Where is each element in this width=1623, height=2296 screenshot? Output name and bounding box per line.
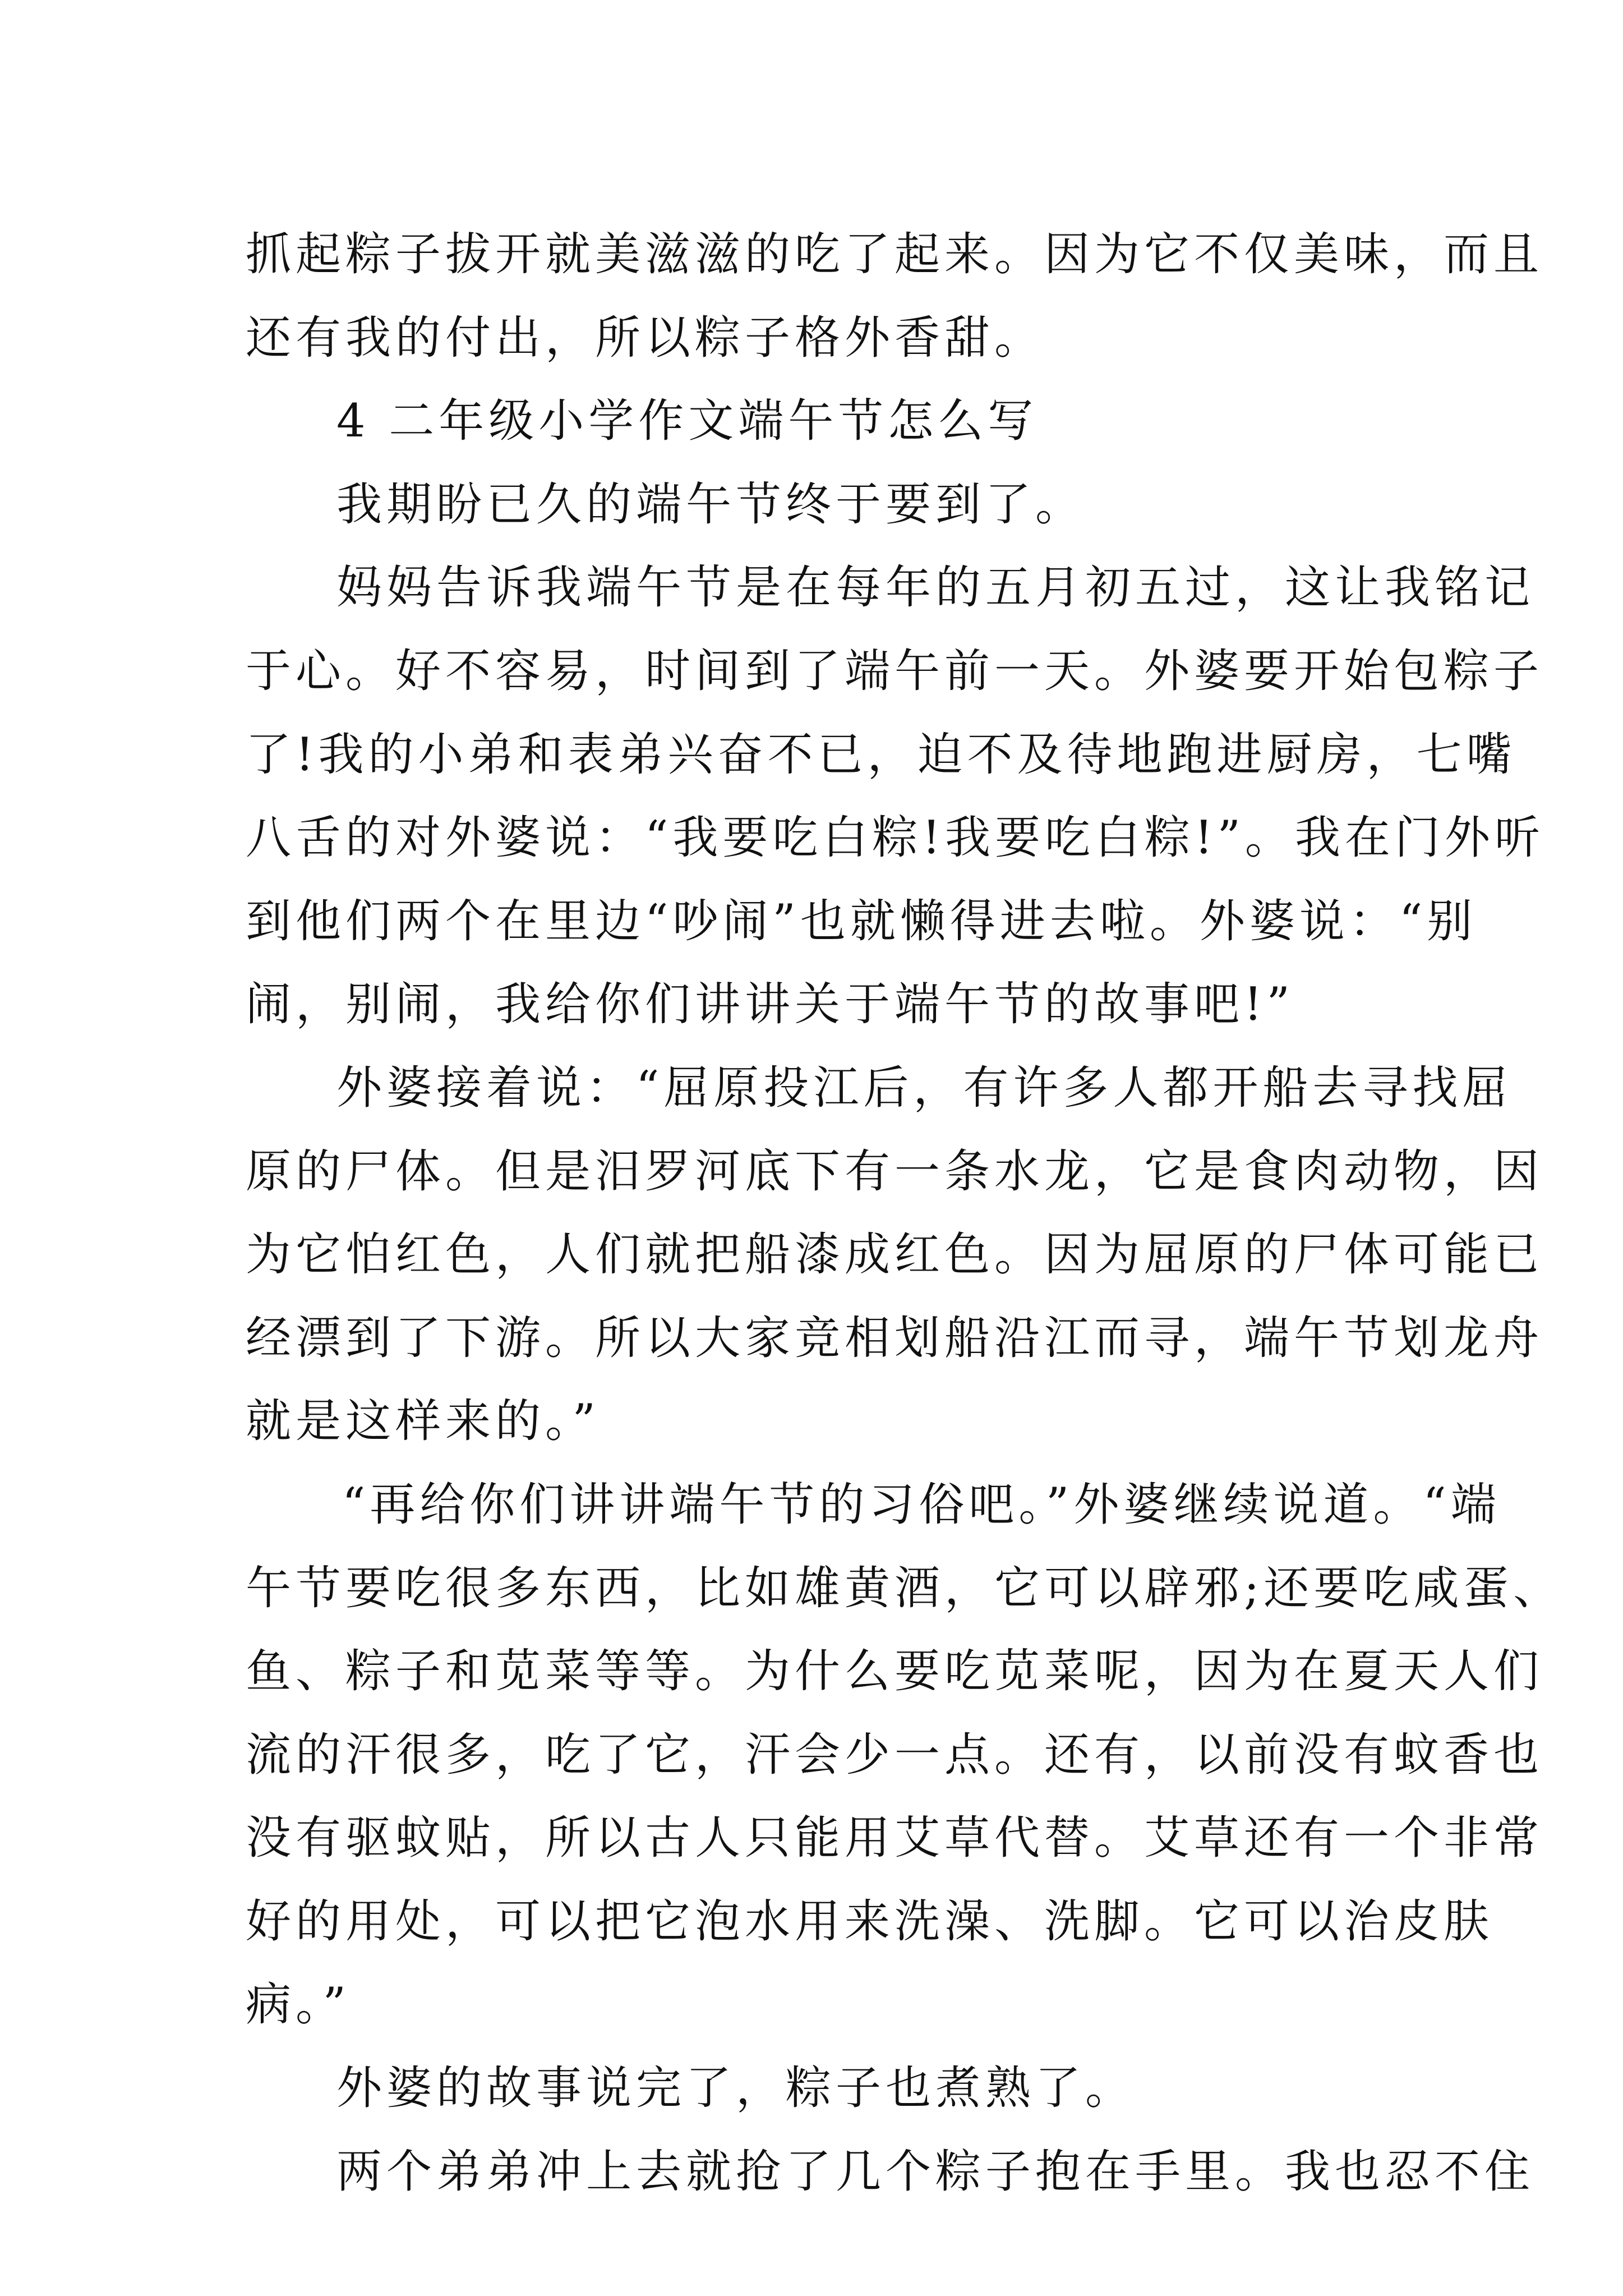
text-line: 好的用处，可以把它泡水用来洗澡、洗脚。它可以治皮肤 <box>246 1895 1494 1948</box>
text-line: 外婆接着说：“屈原投江后，有许多人都开船去寻找屈 <box>336 1061 1513 1115</box>
text-line: 外婆的故事说完了，粽子也煮熟了。 <box>336 2062 1136 2115</box>
text-line: 两个弟弟冲上去就抢了几个粽子抱在手里。我也忍不住 <box>336 2145 1535 2198</box>
text-line: 抓起粽子拔开就美滋滋的吃了起来。因为它不仅美味，而且 <box>246 228 1544 281</box>
text-line: 我期盼已久的端午节终于要到了。 <box>336 478 1086 531</box>
text-line: 为它怕红色，人们就把船漆成红色。因为屈原的尸体可能已 <box>246 1228 1544 1282</box>
text-line: 于心。好不容易，时间到了端午前一天。外婆要开始包粽子 <box>246 645 1544 698</box>
text-line: 闹，别闹，我给你们讲讲关于端午节的故事吧!” <box>246 978 1294 1032</box>
text-line: 还有我的付出，所以粽子格外香甜。 <box>246 311 1045 365</box>
text-line: 就是这样来的。” <box>246 1395 600 1448</box>
text-line: 八舌的对外婆说：“我要吃白粽!我要吃白粽!”。我在门外听 <box>246 812 1544 865</box>
text-line: 原的尸体。但是汨罗河底下有一条水龙，它是食肉动物，因 <box>246 1145 1544 1198</box>
essay-text <box>246 213 1564 2214</box>
text-line: “再给你们讲讲端午节的习俗吧。”外婆继续说道。“端 <box>342 1478 1501 1531</box>
text-line: 没有驱蚊贴，所以古人只能用艾草代替。艾草还有一个非常 <box>246 1812 1544 1865</box>
text-line: 妈妈告诉我端午节是在每年的五月初五过，这让我铭记 <box>336 562 1535 615</box>
text-line: 鱼、粽子和苋菜等等。为什么要吃苋菜呢，因为在夏天人们 <box>246 1645 1544 1699</box>
text-line: 午节要吃很多东西，比如雄黄酒，它可以辟邪;还要吃咸蛋、 <box>246 1562 1564 1615</box>
text-line: 经漂到了下游。所以大家竞相划船沿江而寻，端午节划龙舟 <box>246 1312 1544 1365</box>
section-heading: 4 二年级小学作文端午节怎么写 <box>336 395 1038 448</box>
text-line: 流的汗很多，吃了它，汗会少一点。还有，以前没有蚊香也 <box>246 1728 1544 1782</box>
text-line: 病。” <box>246 1978 351 2032</box>
text-line: 了!我的小弟和表弟兴奋不已，迫不及待地跑进厨房，七嘴 <box>246 728 1516 781</box>
text-line: 到他们两个在里边“吵闹”也就懒得进去啦。外婆说：“别 <box>246 895 1477 948</box>
